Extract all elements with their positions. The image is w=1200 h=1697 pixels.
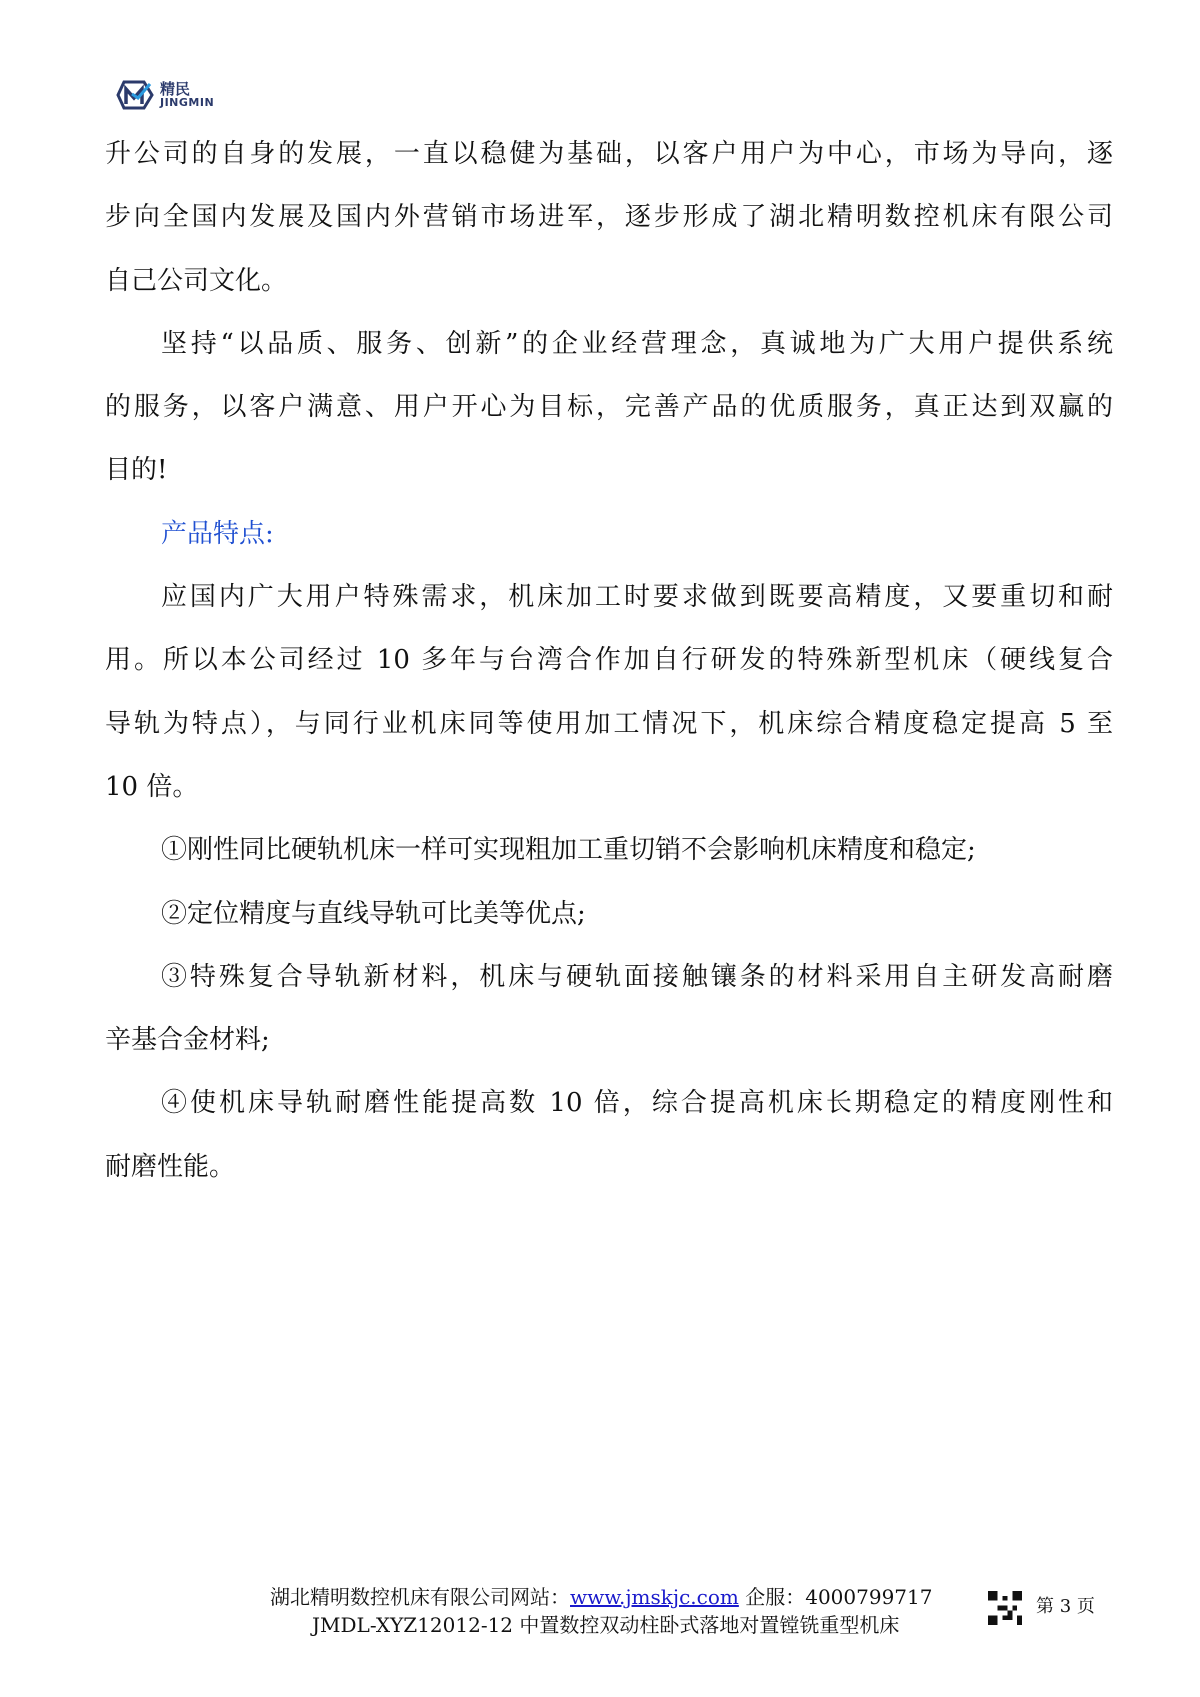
paragraph-line: 自己公司文化。 bbox=[105, 265, 288, 296]
logo-cn-text: 精民 bbox=[160, 80, 191, 98]
paragraph-line: 坚持“以品质、服务、创新”的企业经营理念，真诚地为广大用户提供系统 bbox=[161, 328, 1113, 359]
jingmin-logo-icon bbox=[116, 80, 156, 110]
paragraph-line: 10 倍。 bbox=[105, 771, 199, 802]
feature-item-4: ④使机床导轨耐磨性能提高数 10 倍，综合提高机床长期稳定的精度刚性和 bbox=[161, 1088, 1113, 1119]
paragraph-line: 用。所以本公司经过 10 多年与台湾合作加自行研发的特殊新型机床（硬线复合 bbox=[105, 645, 1113, 676]
footer-contact bbox=[270, 1583, 932, 1611]
paragraph-line: 目的! bbox=[105, 455, 168, 486]
feature-item-2: ②定位精度与直线导轨可比美等优点; bbox=[161, 898, 586, 929]
website-link[interactable]: www.jmskjc.com bbox=[570, 1585, 739, 1609]
paragraph-line: 应国内广大用户特殊需求，机床加工时要求做到既要高精度，又要重切和耐 bbox=[161, 582, 1113, 613]
paragraph-line: 的服务，以客户满意、用户开心为目标，完善产品的优质服务，真正达到双赢的 bbox=[105, 392, 1113, 423]
section-heading: 产品特点: bbox=[161, 518, 274, 549]
paragraph-line: 步向全国内发展及国内外营销市场进军，逐步形成了湖北精明数控机床有限公司 bbox=[105, 202, 1113, 233]
feature-item-1: ①刚性同比硬轨机床一样可实现粗加工重切销不会影响机床精度和稳定; bbox=[161, 835, 976, 866]
paragraph-line: 导轨为特点），与同行业机床同等使用加工情况下，机床综合精度稳定提高 5 至 bbox=[105, 708, 1113, 739]
footer-service-phone: 4000799717 bbox=[805, 1585, 933, 1609]
footer-service-label: 企服： bbox=[738, 1585, 806, 1609]
company-logo bbox=[116, 80, 214, 110]
footer-company: 湖北精明数控机床有限公司网站： bbox=[270, 1585, 570, 1609]
document-body bbox=[105, 123, 1113, 1199]
feature-item-3: ③特殊复合导轨新材料，机床与硬轨面接触镶条的材料采用自主研发高耐磨 bbox=[161, 961, 1113, 992]
page-number: 第 3 页 bbox=[1036, 1596, 1095, 1617]
logo-en-text: JINGMIN bbox=[160, 96, 215, 109]
feature-item-4-cont: 耐磨性能。 bbox=[105, 1151, 236, 1182]
paragraph-line: 升公司的自身的发展，一直以稳健为基础，以客户用户为中心，市场为导向，逐 bbox=[105, 139, 1113, 169]
feature-item-3-cont: 辛基合金材料; bbox=[105, 1025, 270, 1056]
footer-doc-title: JMDL-XYZ12012-12 中置数控双动柱卧式落地对置镗铣重型机床 bbox=[312, 1613, 900, 1637]
qr-code-icon bbox=[988, 1591, 1022, 1625]
